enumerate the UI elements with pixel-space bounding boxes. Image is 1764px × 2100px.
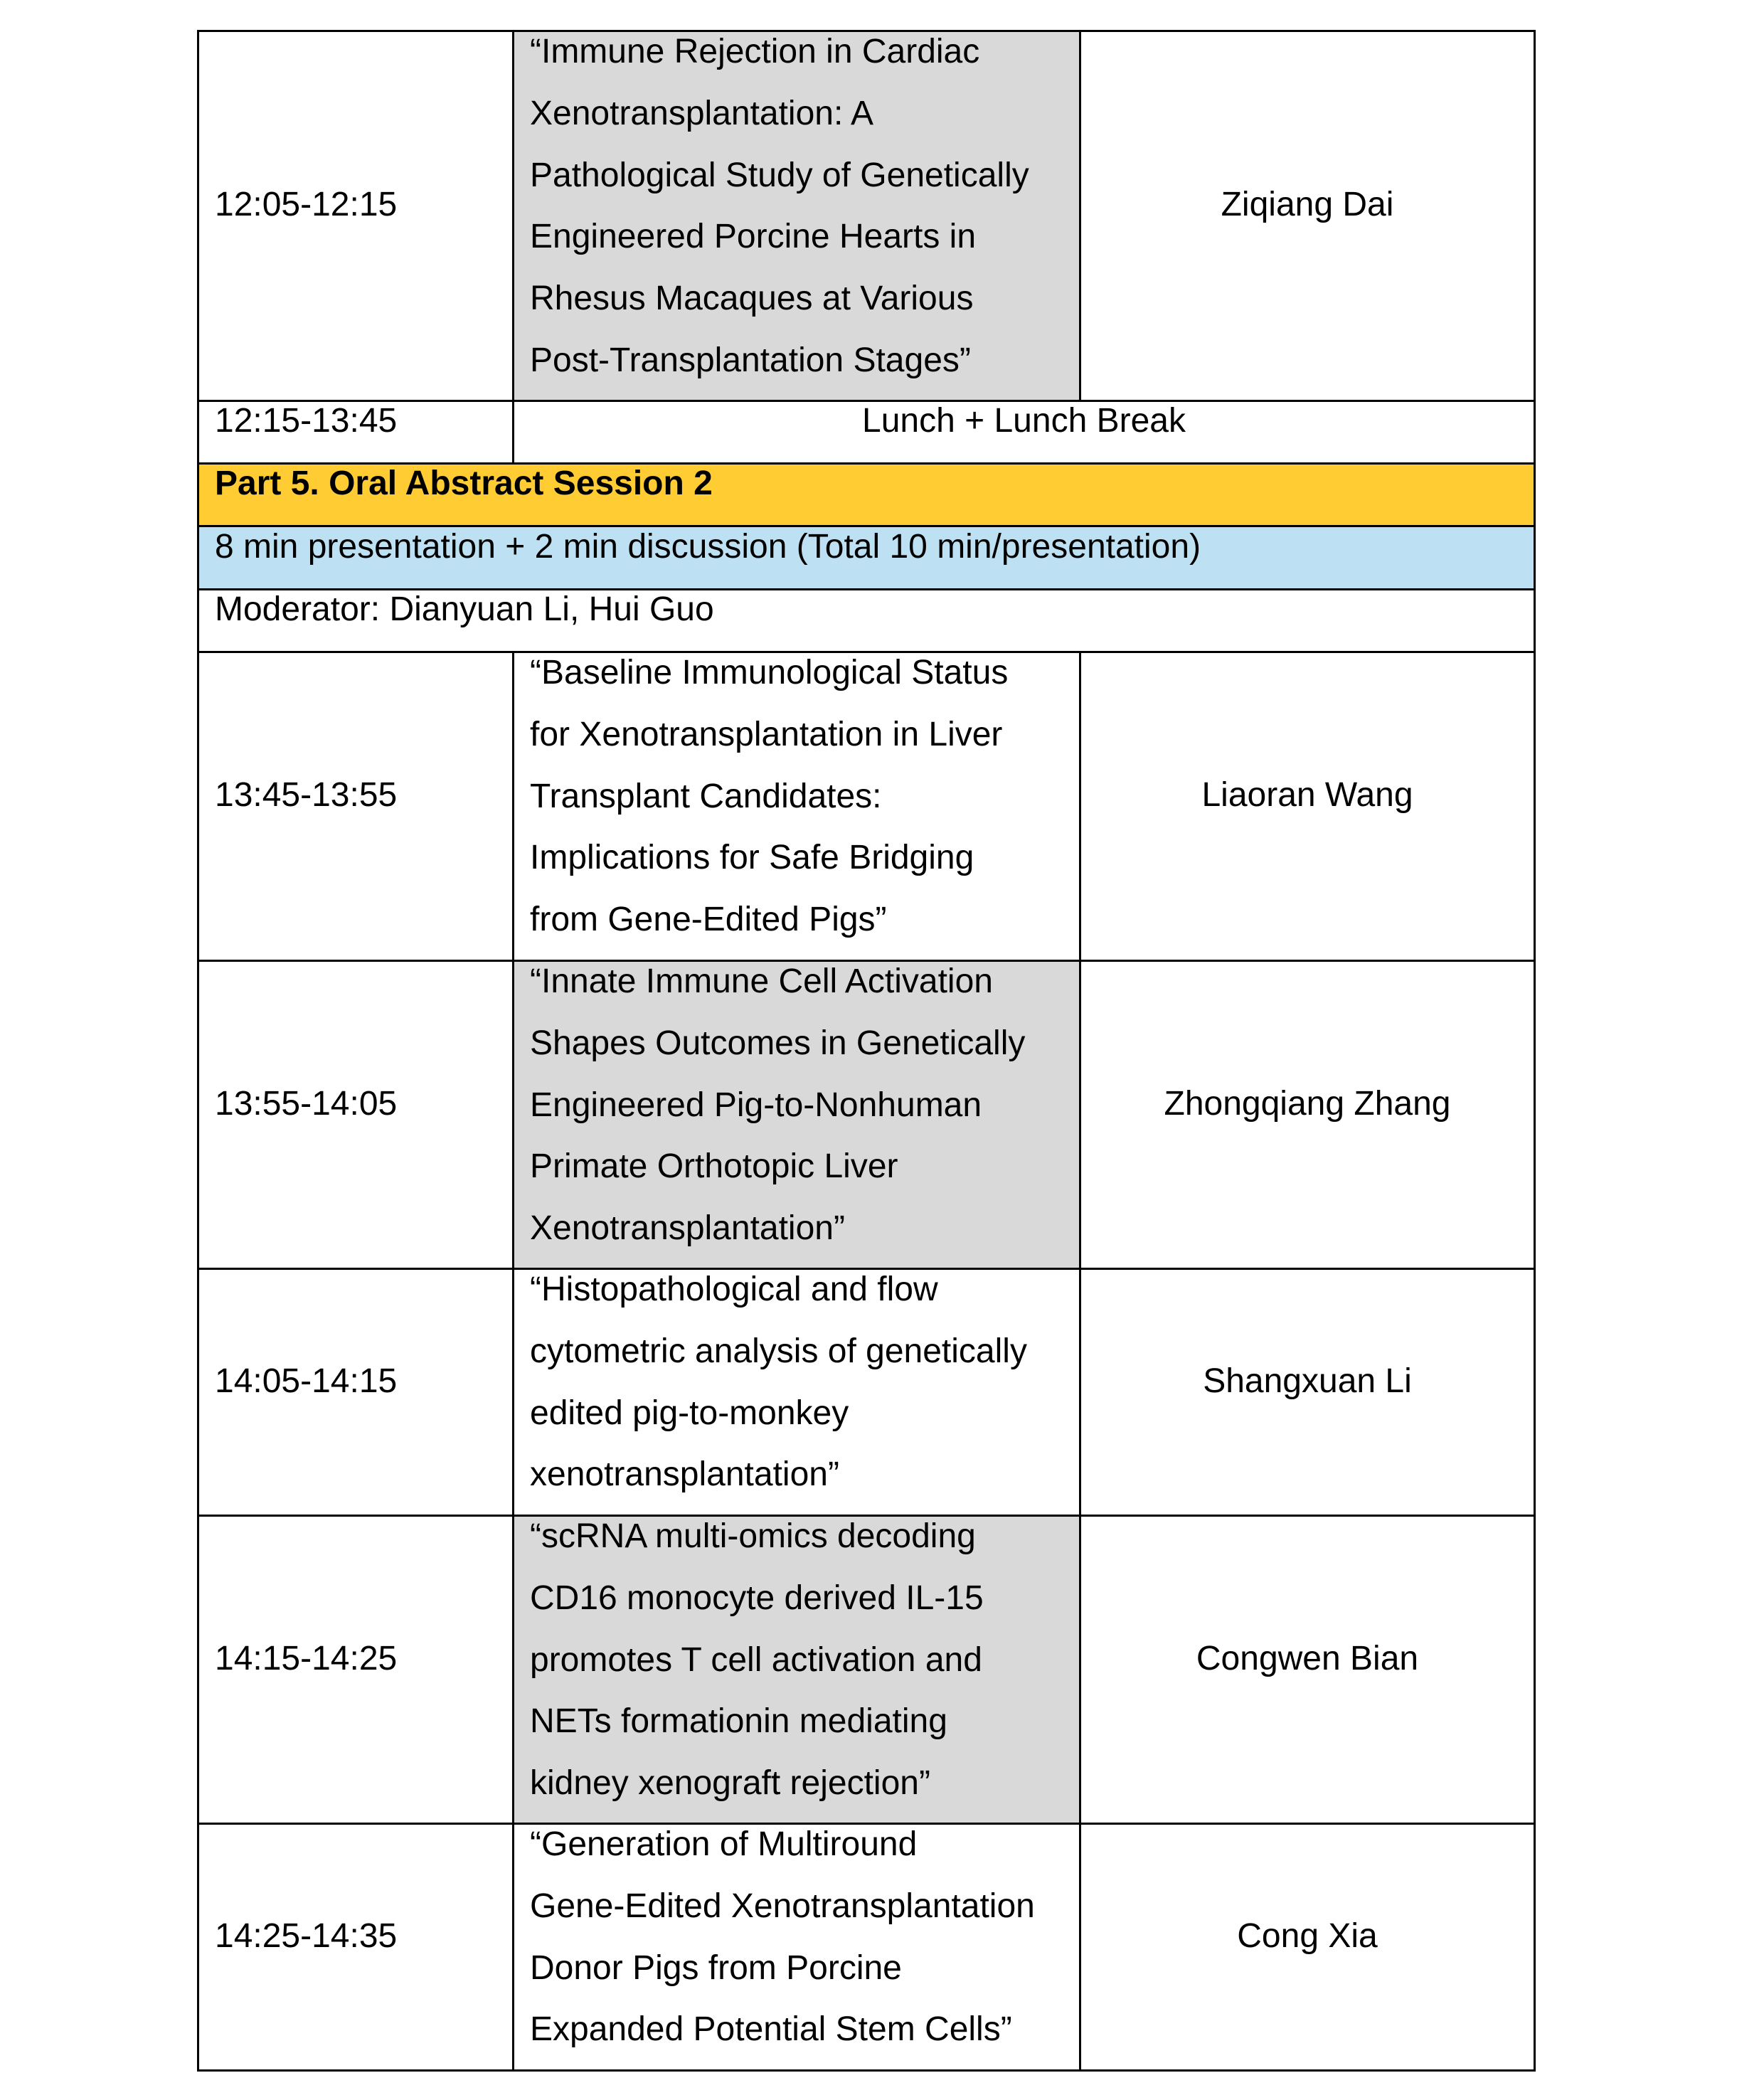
time-cell <box>197 30 514 402</box>
speaker-cell <box>1079 1515 1536 1825</box>
title-line: kidney xenograft rejection” <box>530 1764 930 1803</box>
time-cell <box>197 1515 514 1825</box>
talk-title-cell <box>512 1268 1081 1517</box>
lunch-cell <box>512 400 1536 465</box>
lunch-label: Lunch + Lunch Break <box>862 402 1186 440</box>
title-line: “Baseline Immunological Status <box>530 654 1009 691</box>
time-text: 13:45-13:55 <box>215 776 398 815</box>
title-line: Xenotransplantation” <box>530 1209 845 1248</box>
title-line: Pathological Study of Genetically <box>530 156 1029 194</box>
session-format: 8 min presentation + 2 min discussion (Total 10 min/presentation) <box>215 527 1201 566</box>
moderator-row <box>197 588 1536 653</box>
title-line: Engineered Pig-to-Nonhuman <box>530 1086 982 1124</box>
talk-title <box>530 1515 1072 1815</box>
speaker-name: Liaoran Wang <box>1201 776 1413 815</box>
speaker-cell <box>1079 1823 1536 2072</box>
speaker-cell <box>1079 651 1536 962</box>
title-line: “Innate Immune Cell Activation <box>530 962 993 1000</box>
talk-title-cell <box>512 30 1081 402</box>
title-line: edited pig-to-monkey <box>530 1394 849 1432</box>
session-title: Part 5. Oral Abstract Session 2 <box>215 465 713 503</box>
title-line: for Xenotransplantation in Liver <box>530 715 1003 753</box>
talk-title-cell <box>512 960 1081 1270</box>
title-line: Xenotransplantation: A <box>530 94 874 132</box>
speaker-cell <box>1079 30 1536 402</box>
time-text: 14:05-14:15 <box>215 1362 398 1400</box>
speaker-name: Ziqiang Dai <box>1221 186 1394 224</box>
time-cell <box>197 1268 514 1517</box>
title-line: promotes T cell activation and <box>530 1640 982 1679</box>
time-cell <box>197 400 514 465</box>
time-text: 12:15-13:45 <box>215 402 398 440</box>
time-cell <box>197 1823 514 2072</box>
time-cell <box>197 960 514 1270</box>
title-line: Rhesus Macaques at Various <box>530 280 974 318</box>
time-text: 14:15-14:25 <box>215 1639 398 1677</box>
talk-title <box>530 651 1072 951</box>
title-line: Implications for Safe Bridging <box>530 839 974 877</box>
talk-title-cell <box>512 1823 1081 2072</box>
title-line: Gene-Edited Xenotransplantation <box>530 1887 1035 1925</box>
talk-title-cell <box>512 651 1081 962</box>
session-format-row <box>197 525 1536 590</box>
title-line: Primate Orthotopic Liver <box>530 1147 898 1186</box>
speaker-name: Congwen Bian <box>1196 1639 1419 1677</box>
title-line: Donor Pigs from Porcine <box>530 1948 902 1987</box>
talk-title-cell <box>512 1515 1081 1825</box>
title-line: “Immune Rejection in Cardiac <box>530 33 980 70</box>
talk-title <box>530 1268 1072 1506</box>
session-header <box>197 462 1536 527</box>
time-cell <box>197 651 514 962</box>
title-line: Post-Transplantation Stages” <box>530 341 971 379</box>
title-line: Expanded Potential Stem Cells” <box>530 2010 1012 2049</box>
title-line: NETs formationin mediating <box>530 1702 947 1741</box>
moderator-text: Moderator: Dianyuan Li, Hui Guo <box>215 590 714 629</box>
title-line: CD16 monocyte derived IL-15 <box>530 1579 984 1617</box>
title-line: cytometric analysis of genetically <box>530 1332 1027 1370</box>
speaker-name: Cong Xia <box>1237 1916 1378 1955</box>
talk-title <box>530 960 1072 1260</box>
speaker-name: Zhongqiang Zhang <box>1164 1084 1451 1123</box>
speaker-cell <box>1079 1268 1536 1517</box>
talk-title <box>530 30 1072 392</box>
title-line: from Gene-Edited Pigs” <box>530 901 887 939</box>
speaker-cell <box>1079 960 1536 1270</box>
title-line: “scRNA multi-omics decoding <box>530 1517 976 1555</box>
title-line: Shapes Outcomes in Genetically <box>530 1024 1026 1062</box>
title-line: “Histopathological and flow <box>530 1271 938 1308</box>
talk-title <box>530 1823 1072 2061</box>
speaker-name: Shangxuan Li <box>1203 1362 1412 1400</box>
title-line: Engineered Porcine Hearts in <box>530 218 977 256</box>
title-line: Transplant Candidates: <box>530 777 882 815</box>
title-line: “Generation of Multiround <box>530 1825 918 1863</box>
time-text: 14:25-14:35 <box>215 1916 398 1955</box>
time-text: 13:55-14:05 <box>215 1084 398 1123</box>
time-text: 12:05-12:15 <box>215 186 398 224</box>
title-line: xenotransplantation” <box>530 1455 839 1494</box>
